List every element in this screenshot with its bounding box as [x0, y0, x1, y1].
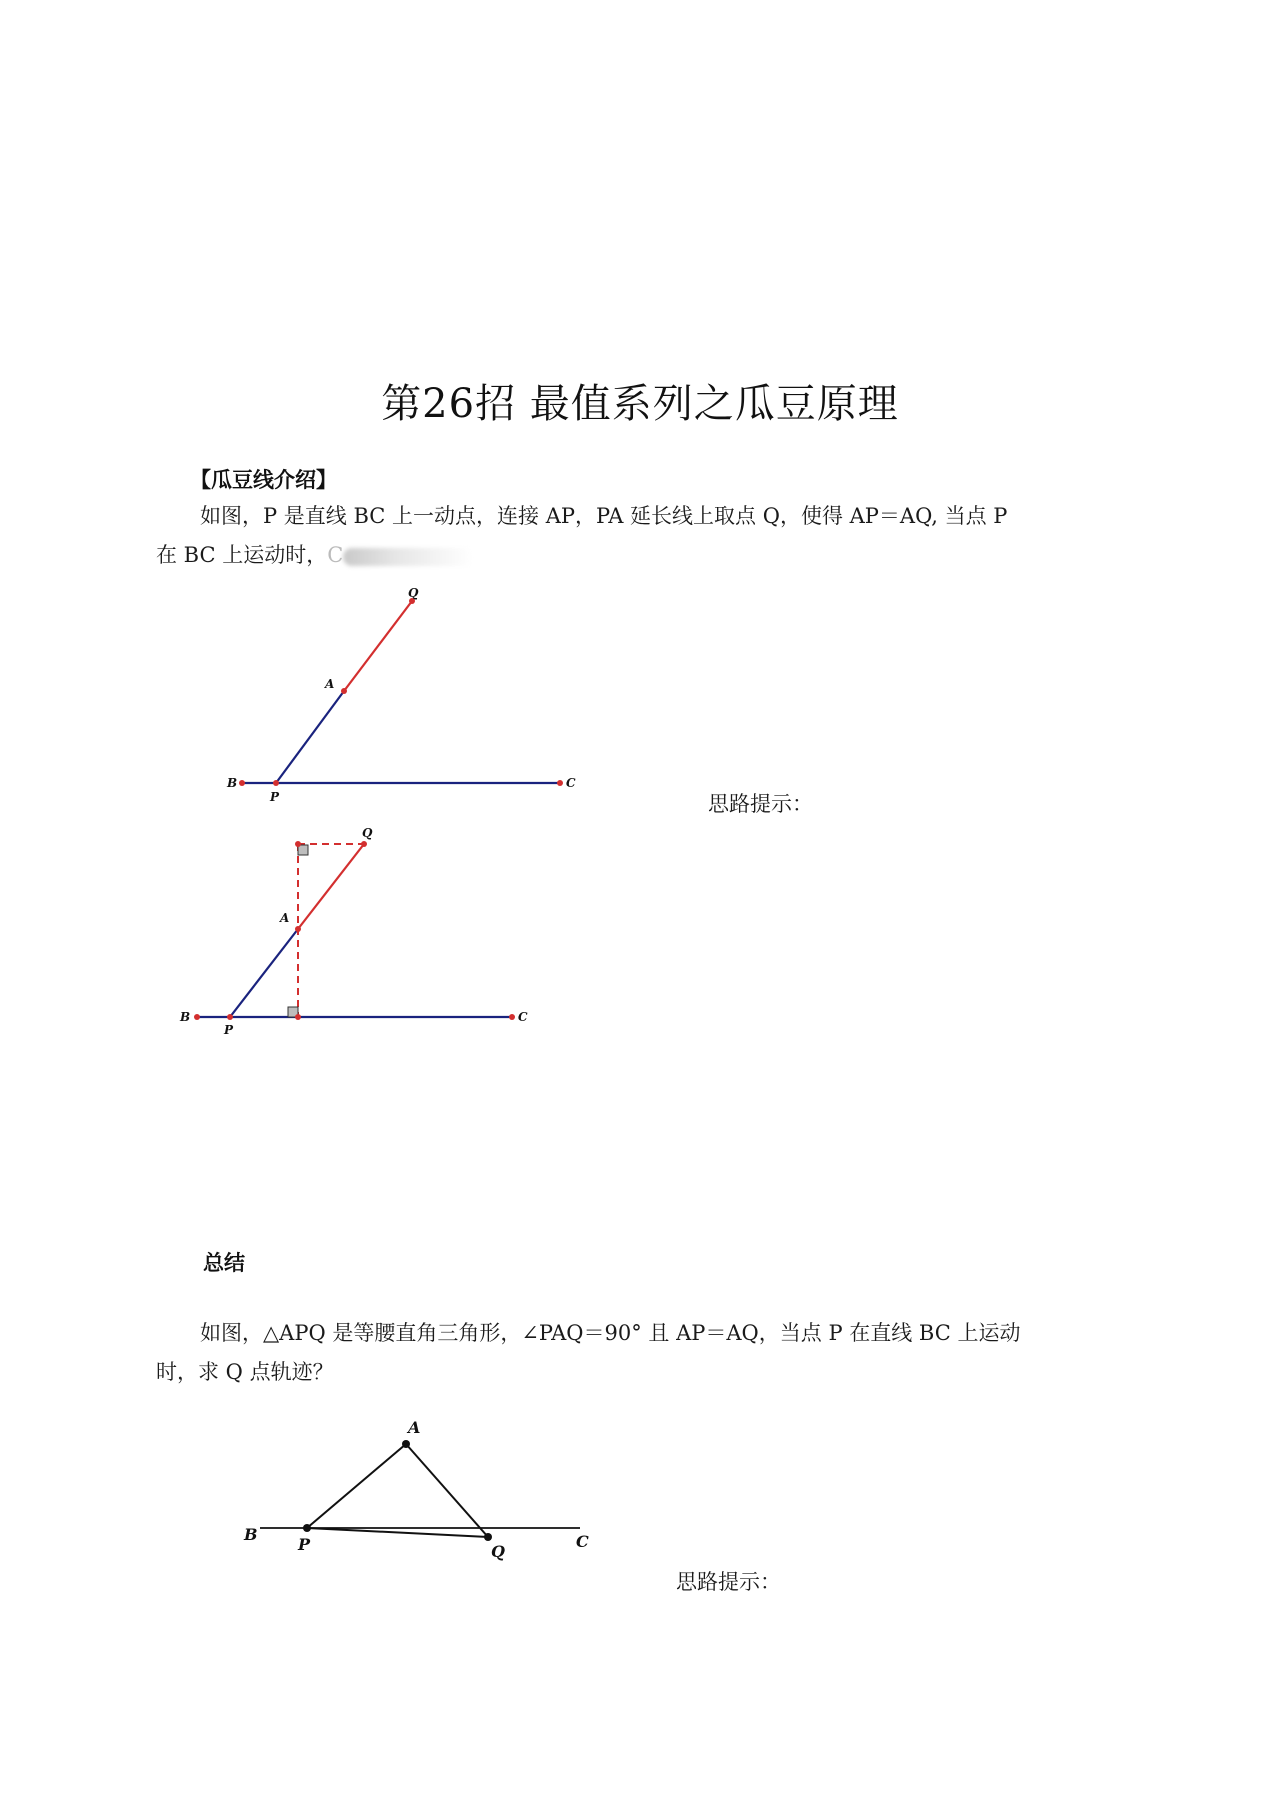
- label-c: C: [576, 1532, 589, 1551]
- segment-pa: [230, 929, 298, 1017]
- label-q: Q: [408, 586, 419, 600]
- summary-paragraph-line1: 如图，△APQ 是等腰直角三角形，∠PAQ＝90° 且 AP＝AQ，当点 P 在直线 BC 上运动: [200, 1321, 1021, 1345]
- label-b: B: [180, 1010, 191, 1024]
- figure-3-diagram: [230, 1405, 610, 1575]
- intro-paragraph-line2-text: 在 BC 上运动时，: [156, 543, 328, 567]
- summary-heading: 总结: [203, 1250, 245, 1275]
- point-foot: [295, 1014, 301, 1020]
- segment-pa: [276, 691, 344, 783]
- label-p: P: [270, 790, 280, 804]
- summary-paragraph-line2: 时，求 Q 点轨迹？: [156, 1360, 334, 1384]
- point-corner: [295, 841, 301, 847]
- point-c: [557, 780, 563, 786]
- point-p: [303, 1524, 311, 1532]
- segment-pa: [307, 1444, 406, 1528]
- label-c: C: [566, 776, 576, 790]
- intro-paragraph-line2: [156, 536, 473, 575]
- label-b: B: [244, 1525, 258, 1544]
- intro-paragraph-line1: 如图，P 是直线 BC 上一动点，连接 AP，PA 延长线上取点 Q，使得 AP＝AQ, 当点 P: [200, 504, 1008, 528]
- section-heading-intro: 【瓜豆线介绍】: [190, 467, 337, 492]
- segment-aq: [406, 1444, 488, 1537]
- point-b: [194, 1014, 200, 1020]
- figure-1-diagram: [200, 575, 600, 804]
- label-a: A: [280, 911, 290, 925]
- point-a: [295, 926, 301, 932]
- point-q: [484, 1533, 492, 1541]
- label-p: P: [298, 1535, 311, 1554]
- label-p: P: [224, 1023, 234, 1037]
- label-q: Q: [362, 826, 373, 840]
- point-a: [341, 688, 347, 694]
- point-q: [361, 841, 367, 847]
- label-q: Q: [491, 1542, 505, 1561]
- label-b: B: [227, 776, 238, 790]
- point-c: [509, 1014, 515, 1020]
- point-a: [402, 1440, 410, 1448]
- blurred-region: [343, 548, 473, 566]
- faded-text: C: [327, 543, 344, 567]
- label-c: C: [518, 1010, 528, 1024]
- hint-label-1: 思路提示：: [708, 792, 813, 816]
- segment-pq: [307, 1528, 488, 1537]
- page-title: 第26招 最值系列之瓜豆原理: [381, 381, 899, 427]
- point-p: [227, 1014, 233, 1020]
- label-a: A: [325, 677, 335, 691]
- segment-aq: [344, 601, 412, 691]
- label-a: A: [408, 1418, 421, 1437]
- point-b: [239, 780, 245, 786]
- point-p: [273, 780, 279, 786]
- segment-aq: [298, 844, 364, 929]
- hint-label-2: 思路提示：: [676, 1570, 781, 1594]
- figure-2-diagram: [170, 815, 570, 1045]
